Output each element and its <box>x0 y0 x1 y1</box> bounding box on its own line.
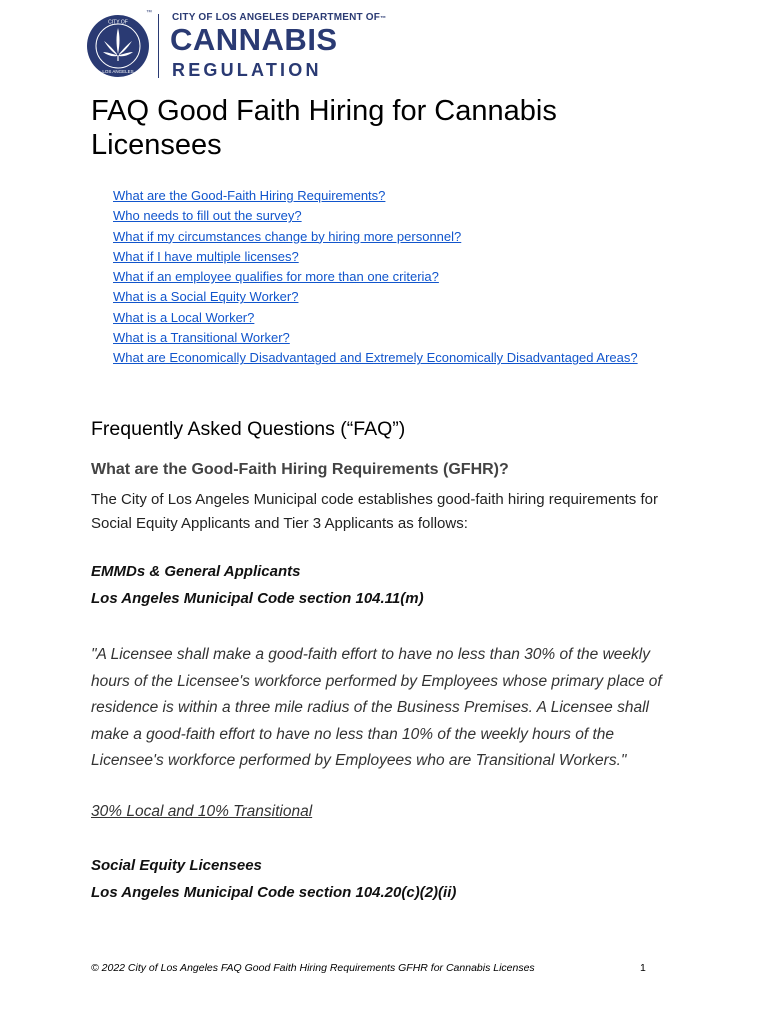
gfhr-intro-paragraph: The City of Los Angeles Municipal code establishes good-faith hiring requirements for Social Equity Applicants and Tier 3 Applicants as follows: <box>91 491 658 532</box>
gfhr-question-heading: What are the Good-Faith Hiring Requirements (GFHR)? <box>91 461 509 478</box>
toc-link-local-worker[interactable]: What is a Local Worker? <box>113 309 255 325</box>
emmd-code-reference: Los Angeles Municipal Code section 104.11(m) <box>91 590 424 607</box>
toc-link-disadvantaged-areas[interactable]: What are Economically Disadvantaged and Extremely Economically Disadvantaged Areas? <box>113 350 638 366</box>
toc-item <box>113 186 638 206</box>
toc-link-survey[interactable]: Who needs to fill out the survey? <box>113 208 302 224</box>
toc-item <box>113 287 638 307</box>
toc-item <box>113 308 638 328</box>
toc-item <box>113 267 638 287</box>
logo-trademark: ™ <box>146 10 152 16</box>
emmd-heading: EMMDs & General Applicants <box>91 563 301 580</box>
toc-link-gfhr[interactable]: What are the Good-Faith Hiring Requirements? <box>113 188 386 203</box>
logo-divider <box>158 14 159 78</box>
table-of-contents <box>113 186 638 369</box>
page-title: FAQ Good Faith Hiring for Cannabis Licensees <box>91 95 557 161</box>
department-logo <box>86 10 387 82</box>
toc-item <box>113 247 638 267</box>
page-number: 1 <box>640 962 646 974</box>
municipal-code-quote: "A Licensee shall make a good-faith effort to have no less than 30% of the weekly hours of the Licensee's workforce performed by Employees whose primary place of residence is within a three mile radius of the Business Premises. A Licensee shall make a good-faith effort to have no less than 10% of the weekly hours of the Licensee's workforce performed by Employees who are Transitional Workers." <box>91 646 662 770</box>
toc-link-circumstances[interactable]: What if my circumstances change by hiring more personnel? <box>113 228 462 244</box>
toc-link-social-equity-worker[interactable]: What is a Social Equity Worker? <box>113 289 299 305</box>
page-footer: © 2022 City of Los Angeles FAQ Good Faith Hiring Requirements GFHR for Cannabis Licenses <box>91 962 535 974</box>
quote-summary: 30% Local and 10% Transitional <box>91 803 313 820</box>
toc-item <box>113 206 638 226</box>
toc-item <box>113 227 638 247</box>
city-seal-icon <box>86 14 150 78</box>
social-equity-heading: Social Equity Licensees <box>91 857 262 874</box>
toc-link-multiple-licenses[interactable]: What if I have multiple licenses? <box>113 248 299 264</box>
toc-item <box>113 328 638 348</box>
seal-text-bottom: LOS ANGELES <box>102 69 134 74</box>
toc-item <box>113 348 638 368</box>
logo-department-line: CITY OF LOS ANGELES DEPARTMENT OF™ <box>172 12 387 23</box>
toc-link-multiple-criteria[interactable]: What if an employee qualifies for more than one criteria? <box>113 269 439 285</box>
logo-regulation: REGULATION <box>172 60 322 80</box>
logo-cannabis: CANNABIS <box>170 22 338 57</box>
faq-section-heading: Frequently Asked Questions (“FAQ”) <box>91 418 406 440</box>
seal-text-top: CITY OF <box>108 19 128 26</box>
social-equity-code-reference: Los Angeles Municipal Code section 104.20(c)(2)(ii) <box>91 884 457 901</box>
toc-link-transitional-worker[interactable]: What is a Transitional Worker? <box>113 330 290 346</box>
